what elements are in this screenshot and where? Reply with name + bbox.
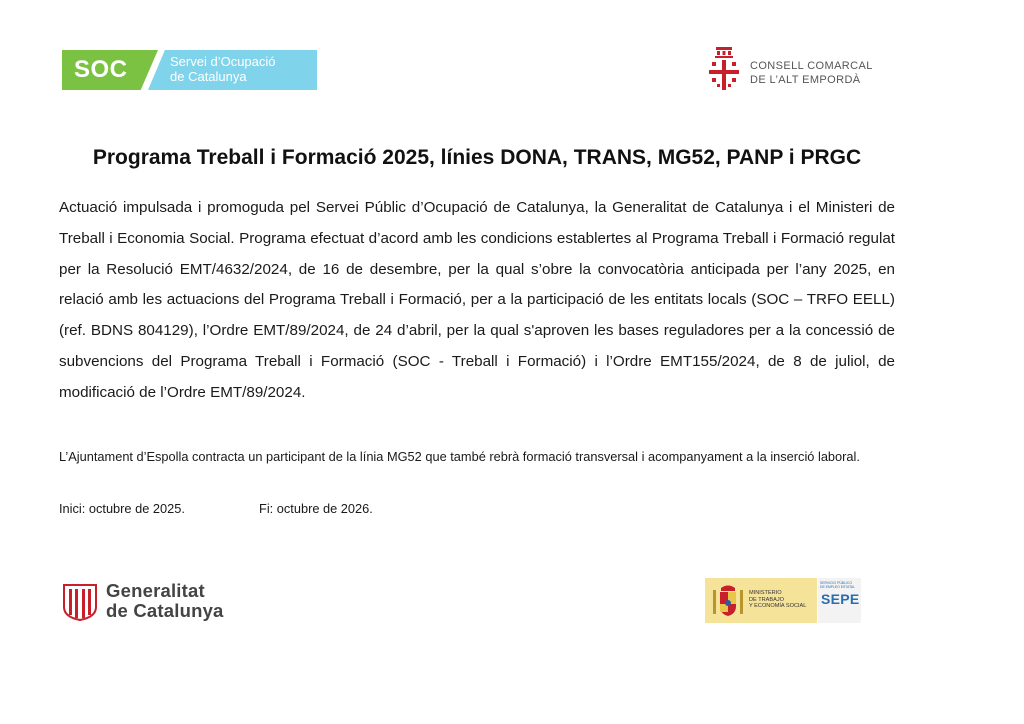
generalitat-logo-line2: de Catalunya bbox=[106, 600, 224, 621]
ministerio-line1: MINISTERIO bbox=[749, 590, 782, 596]
sepe-small-text bbox=[820, 581, 855, 589]
spain-coat-of-arms-icon bbox=[710, 582, 746, 620]
end-date: Fi: octubre de 2026. bbox=[259, 501, 373, 516]
ministerio-band bbox=[705, 578, 817, 623]
ministerio-line3: Y ECONOMÍA SOCIAL bbox=[749, 603, 807, 610]
ministerio-sepe-logo bbox=[705, 578, 861, 623]
soc-logo-name-line2: de Catalunya bbox=[170, 69, 247, 84]
generalitat-logo bbox=[62, 580, 262, 622]
start-date: Inici: octubre de 2025. bbox=[59, 501, 185, 516]
soc-logo bbox=[62, 50, 317, 90]
consell-logo-line2: DE L’ALT EMPORDÀ bbox=[750, 74, 861, 86]
note-paragraph: L’Ajuntament d’Espolla contracta un participant de la línia MG52 que també rebrà formació transversal i acompanyament a la inserció laboral. bbox=[59, 449, 860, 464]
consell-logo-line1: CONSELL COMARCAL bbox=[750, 60, 873, 72]
soc-logo-name-line1: Servei d’Ocupació bbox=[170, 54, 276, 69]
generalitat-logo-line1: Generalitat bbox=[106, 580, 205, 601]
consell-shield-icon bbox=[706, 46, 742, 94]
sepe-small-line1: SERVICIO PÚBLICO bbox=[820, 581, 852, 585]
soc-logo-name bbox=[170, 54, 276, 84]
generalitat-emblem-icon bbox=[62, 581, 98, 621]
sepe-box bbox=[818, 578, 861, 623]
generalitat-logo-text bbox=[106, 581, 224, 621]
consell-comarcal-logo bbox=[706, 46, 886, 94]
ministerio-text bbox=[749, 590, 806, 610]
sepe-small-line2: DE EMPLEO ESTATAL bbox=[820, 585, 856, 589]
sepe-wordmark: SEPE bbox=[821, 591, 860, 607]
ministerio-line2: DE TRABAJO bbox=[749, 596, 785, 603]
soc-logo-abbr: SOC bbox=[74, 56, 128, 83]
consell-logo-text bbox=[750, 59, 873, 87]
body-paragraph: Actuació impulsada i promoguda pel Servei Públic d’Ocupació de Catalunya, la Generalitat de Catalunya i el Ministeri de Treball i Economia Social. Programa efectuat d’acord amb les condicions establertes al Programa Treball i Formació regulat per la Resolució EMT/4632/2024, de 16 de desembre, per la qual s’obre la convocatòria anticipada per l’any 2025, en relació amb les actuacions del Programa Treball i Formació, per a la participació de les entitats locals (SOC – TRFO EELL) (ref. BDNS 804129), l’Ordre EMT/89/2024, de 24 d’abril, per la qual s'aproven les bases reguladores per a la concessió de subvencions del Programa Treball i Formació (SOC - Treball i Formació) i l’Ordre EMT155/2024, de 8 de juliol, de modificació de l’Ordre EMT/89/2024. bbox=[59, 199, 895, 401]
page-title: Programa Treball i Formació 2025, línies DONA, TRANS, MG52, PANP i PRGC bbox=[92, 146, 862, 169]
